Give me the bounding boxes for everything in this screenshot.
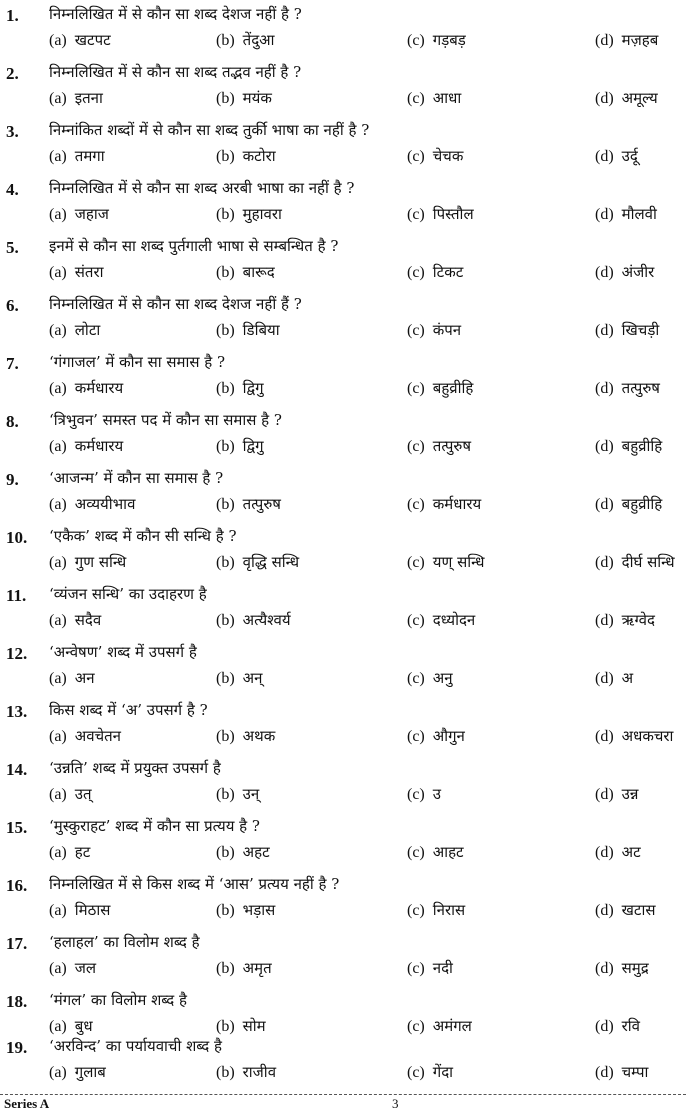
option-text: गुण सन्धि: [74, 553, 127, 571]
question-number: 3.: [6, 122, 19, 141]
footer-divider: [0, 1094, 686, 1095]
option-label: (b): [216, 496, 235, 513]
question-number: 11.: [6, 586, 27, 605]
option-text: खटपट: [74, 31, 111, 49]
option-label: (a): [49, 90, 67, 107]
option-text: बहुव्रीहि: [621, 437, 663, 455]
option-text: दध्योदन: [432, 611, 476, 629]
option-text: संतरा: [74, 263, 104, 281]
option-a: [49, 668, 95, 688]
option-text: कंपन: [432, 321, 462, 339]
question-text: ‘उन्नति’ शब्द में प्रयुक्त उपसर्ग है: [49, 759, 221, 777]
option-a: [49, 1016, 93, 1036]
option-text: आधा: [432, 89, 462, 107]
option-text: तेंदुआ: [242, 31, 275, 49]
question-number: 8.: [6, 412, 19, 431]
option-label: (d): [595, 612, 614, 629]
option-text: जहाज: [74, 205, 109, 223]
option-text: गुलाब: [74, 1063, 106, 1081]
question-number: 4.: [6, 180, 19, 199]
option-b: [216, 958, 272, 978]
question-item: [0, 872, 686, 930]
option-b: [216, 842, 270, 862]
option-label: (c): [407, 960, 425, 977]
question-number: 2.: [6, 64, 19, 83]
option-text: वृद्धि सन्धि: [242, 553, 300, 571]
question-text: इनमें से कौन सा शब्द पुर्तगाली भाषा से सम्बन्धित है ?: [49, 237, 339, 255]
option-a: [49, 204, 109, 224]
question-text: ‘त्रिभुवन’ समस्त पद में कौन सा समास है ?: [49, 411, 282, 429]
option-label: (c): [407, 786, 425, 803]
option-label: (c): [407, 554, 425, 571]
option-text: भड़ास: [242, 901, 276, 919]
option-label: (a): [49, 902, 67, 919]
option-text: अत्यैश्वर्य: [242, 611, 291, 629]
option-text: दीर्घ सन्धि: [621, 553, 675, 571]
option-a: [49, 262, 103, 282]
option-label: (a): [49, 960, 67, 977]
option-label: (c): [407, 670, 425, 687]
option-label: (b): [216, 90, 235, 107]
option-a: [49, 1062, 106, 1082]
option-b: [216, 436, 264, 456]
option-text: चेचक: [432, 147, 464, 165]
question-text: ‘मुस्कुराहट’ शब्द में कौन सा प्रत्यय है ?: [49, 817, 260, 835]
option-label: (d): [595, 728, 614, 745]
option-text: बहुव्रीहि: [432, 379, 474, 397]
option-label: (c): [407, 844, 425, 861]
option-b: [216, 494, 281, 514]
option-label: (b): [216, 670, 235, 687]
option-c: [407, 726, 465, 746]
question-text: ‘एकैक’ शब्द में कौन सी सन्धि है ?: [49, 527, 237, 545]
option-text: तमगा: [74, 147, 105, 165]
option-b: [216, 204, 282, 224]
option-text: मुहावरा: [242, 205, 282, 223]
series-label: Series A: [4, 1096, 50, 1111]
option-a: [49, 842, 90, 862]
option-label: (c): [407, 148, 425, 165]
option-b: [216, 88, 272, 108]
option-d: [595, 842, 641, 862]
option-text: ऋग्वेद: [621, 611, 655, 629]
question-text: ‘हलाहल’ का विलोम शब्द है: [49, 933, 200, 951]
option-text: अव्ययीभाव: [74, 495, 136, 513]
option-label: (b): [216, 1064, 235, 1081]
question-item: [0, 466, 686, 524]
question-number: 18.: [6, 992, 28, 1011]
option-a: [49, 30, 111, 50]
option-label: (a): [49, 32, 67, 49]
option-label: (d): [595, 844, 614, 861]
question-item: [0, 756, 686, 814]
option-text: औगुन: [432, 727, 465, 745]
option-d: [595, 378, 660, 398]
option-c: [407, 900, 465, 920]
option-text: अहट: [242, 843, 270, 861]
option-text: सदैव: [74, 611, 102, 629]
option-d: [595, 494, 662, 514]
question-item: [0, 292, 686, 350]
option-b: [216, 726, 275, 746]
question-number: 19.: [6, 1038, 28, 1057]
option-c: [407, 494, 481, 514]
option-label: (c): [407, 264, 425, 281]
option-label: (b): [216, 844, 235, 861]
page-number: 3: [392, 1096, 399, 1111]
option-text: अधकचरा: [621, 727, 674, 745]
question-text: किस शब्द में ‘अ’ उपसर्ग है ?: [49, 701, 208, 719]
option-text: मिठास: [74, 901, 111, 919]
option-b: [216, 320, 280, 340]
option-d: [595, 436, 662, 456]
option-b: [216, 552, 299, 572]
question-item: [0, 234, 686, 292]
question-number: 12.: [6, 644, 28, 663]
option-text: अन: [74, 669, 95, 687]
option-c: [407, 88, 461, 108]
option-text: द्विगु: [242, 437, 264, 455]
question-item: [0, 176, 686, 234]
option-text: तत्पुरुष: [621, 379, 660, 397]
question-item: [0, 814, 686, 872]
option-c: [407, 958, 453, 978]
option-text: मौलवी: [621, 205, 657, 223]
option-c: [407, 784, 441, 804]
option-text: अंजीर: [621, 263, 655, 281]
option-label: (d): [595, 902, 614, 919]
option-label: (a): [49, 786, 67, 803]
option-c: [407, 320, 461, 340]
option-label: (d): [595, 148, 614, 165]
option-label: (a): [49, 1064, 67, 1081]
option-b: [216, 784, 259, 804]
option-text: इतना: [74, 89, 103, 107]
option-text: बारूद: [242, 263, 275, 281]
option-d: [595, 784, 638, 804]
option-d: [595, 204, 657, 224]
question-number: 10.: [6, 528, 28, 547]
option-text: गड़बड़: [432, 31, 466, 49]
option-label: (b): [216, 322, 235, 339]
option-text: आहट: [432, 843, 464, 861]
option-label: (a): [49, 264, 67, 281]
option-text: मज़हब: [621, 31, 659, 49]
option-d: [595, 88, 658, 108]
option-b: [216, 610, 291, 630]
option-b: [216, 1062, 276, 1082]
option-text: द्विगु: [242, 379, 264, 397]
option-label: (d): [595, 670, 614, 687]
question-text: निम्नलिखित में से कौन सा शब्द देशज नहीं हैं ?: [49, 295, 302, 313]
question-text: निम्नलिखित में से कौन सा शब्द देशज नहीं है ?: [49, 5, 302, 23]
option-text: उत्: [74, 785, 92, 803]
option-text: मयंक: [242, 89, 272, 107]
option-label: (b): [216, 264, 235, 281]
question-item: [0, 408, 686, 466]
option-d: [595, 552, 675, 572]
question-text: निम्नांकित शब्दों में से कौन सा शब्द तुर्की भाषा का नहीं है ?: [49, 121, 370, 139]
option-a: [49, 146, 105, 166]
option-b: [216, 262, 275, 282]
option-label: (b): [216, 1018, 235, 1035]
option-d: [595, 610, 655, 630]
question-number: 15.: [6, 818, 28, 837]
option-label: (c): [407, 438, 425, 455]
question-item: [0, 582, 686, 640]
option-label: (c): [407, 728, 425, 745]
option-label: (b): [216, 32, 235, 49]
option-text: अमंगल: [432, 1017, 472, 1035]
option-label: (a): [49, 322, 67, 339]
option-label: (d): [595, 32, 614, 49]
option-a: [49, 900, 110, 920]
option-c: [407, 146, 463, 166]
question-text: निम्नलिखित में से किस शब्द में ‘आस’ प्रत्यय नहीं है ?: [49, 875, 340, 893]
question-text: ‘आजन्म’ में कौन सा समास है ?: [49, 469, 224, 487]
question-item: [0, 2, 686, 60]
option-b: [216, 30, 275, 50]
option-text: अमृत: [242, 959, 272, 977]
question-text: ‘गंगाजल’ में कौन सा समास है ?: [49, 353, 226, 371]
option-label: (a): [49, 728, 67, 745]
option-label: (b): [216, 612, 235, 629]
option-text: उ: [432, 785, 441, 803]
question-text: ‘अरविन्द’ का पर्यायवाची शब्द है: [49, 1037, 222, 1055]
option-label: (d): [595, 786, 614, 803]
option-label: (b): [216, 148, 235, 165]
question-number: 7.: [6, 354, 19, 373]
option-text: गेंदा: [432, 1063, 454, 1081]
option-label: (c): [407, 90, 425, 107]
option-text: अवचेतन: [74, 727, 121, 745]
option-label: (c): [407, 496, 425, 513]
option-d: [595, 726, 673, 746]
option-text: तत्पुरुष: [242, 495, 281, 513]
option-label: (d): [595, 380, 614, 397]
option-text: निरास: [432, 901, 466, 919]
option-d: [595, 900, 656, 920]
option-label: (d): [595, 322, 614, 339]
option-label: (b): [216, 786, 235, 803]
option-a: [49, 610, 101, 630]
option-a: [49, 320, 100, 340]
question-item: [0, 60, 686, 118]
option-text: उन्: [242, 785, 260, 803]
option-label: (b): [216, 438, 235, 455]
question-number: 9.: [6, 470, 19, 489]
option-a: [49, 494, 135, 514]
option-b: [216, 378, 264, 398]
option-d: [595, 30, 658, 50]
option-text: अट: [621, 843, 641, 861]
option-d: [595, 262, 654, 282]
question-item: [0, 698, 686, 756]
option-label: (b): [216, 554, 235, 571]
option-a: [49, 88, 103, 108]
option-label: (a): [49, 496, 67, 513]
option-c: [407, 552, 484, 572]
question-item: [0, 930, 686, 988]
option-b: [216, 146, 276, 166]
option-label: (c): [407, 322, 425, 339]
option-d: [595, 146, 638, 166]
option-c: [407, 668, 453, 688]
option-d: [595, 1062, 648, 1082]
option-c: [407, 610, 475, 630]
question-number: 13.: [6, 702, 28, 721]
option-label: (c): [407, 902, 425, 919]
option-label: (b): [216, 206, 235, 223]
option-label: (c): [407, 206, 425, 223]
option-text: यण् सन्धि: [432, 553, 485, 571]
option-text: लोटा: [74, 321, 101, 339]
option-c: [407, 436, 471, 456]
option-label: (b): [216, 960, 235, 977]
option-c: [407, 262, 463, 282]
option-text: कर्मधारय: [74, 379, 124, 397]
option-c: [407, 378, 473, 398]
question-text: ‘व्यंजन सन्धि’ का उदाहरण है: [49, 585, 207, 603]
option-text: अमूल्य: [621, 89, 658, 107]
option-label: (d): [595, 90, 614, 107]
option-text: खटास: [621, 901, 656, 919]
option-a: [49, 378, 123, 398]
option-a: [49, 958, 96, 978]
option-a: [49, 726, 121, 746]
option-text: अ: [621, 669, 634, 687]
option-label: (a): [49, 1018, 67, 1035]
option-a: [49, 784, 92, 804]
option-label: (a): [49, 148, 67, 165]
option-label: (a): [49, 612, 67, 629]
option-text: बुध: [74, 1017, 93, 1035]
question-number: 14.: [6, 760, 28, 779]
option-label: (c): [407, 612, 425, 629]
option-label: (b): [216, 902, 235, 919]
option-label: (c): [407, 1018, 425, 1035]
option-label: (a): [49, 554, 67, 571]
option-label: (d): [595, 206, 614, 223]
option-label: (a): [49, 206, 67, 223]
question-item: [0, 640, 686, 698]
option-text: चम्पा: [621, 1063, 649, 1081]
option-label: (a): [49, 380, 67, 397]
option-text: सोम: [242, 1017, 266, 1035]
option-text: पिस्तौल: [432, 205, 474, 223]
option-label: (d): [595, 496, 614, 513]
option-label: (c): [407, 380, 425, 397]
option-text: खिचड़ी: [621, 321, 660, 339]
option-a: [49, 436, 123, 456]
option-label: (b): [216, 380, 235, 397]
option-label: (d): [595, 1064, 614, 1081]
question-number: 6.: [6, 296, 19, 315]
option-text: अनु: [432, 669, 453, 687]
option-d: [595, 958, 649, 978]
option-text: समुद्र: [621, 959, 649, 977]
option-text: डिबिया: [242, 321, 280, 339]
question-item: [0, 118, 686, 176]
option-d: [595, 1016, 640, 1036]
question-number: 1.: [6, 6, 19, 25]
question-number: 5.: [6, 238, 19, 257]
option-text: हट: [74, 843, 91, 861]
option-a: [49, 552, 126, 572]
option-text: नदी: [432, 959, 453, 977]
option-c: [407, 842, 464, 862]
question-item: [0, 1034, 686, 1092]
question-text: निम्नलिखित में से कौन सा शब्द अरबी भाषा का नहीं है ?: [49, 179, 355, 197]
question-item: [0, 524, 686, 582]
option-label: (c): [407, 1064, 425, 1081]
option-text: कटोरा: [242, 147, 276, 165]
option-b: [216, 900, 275, 920]
option-label: (d): [595, 264, 614, 281]
option-text: रवि: [621, 1017, 641, 1035]
option-d: [595, 668, 633, 688]
option-text: जल: [74, 959, 97, 977]
option-b: [216, 1016, 266, 1036]
option-d: [595, 320, 659, 340]
option-c: [407, 1016, 472, 1036]
option-label: (c): [407, 32, 425, 49]
option-text: तत्पुरुष: [432, 437, 472, 455]
option-label: (b): [216, 728, 235, 745]
question-item: [0, 350, 686, 408]
option-c: [407, 1062, 453, 1082]
question-text: ‘अन्वेषण’ शब्द में उपसर्ग है: [49, 643, 197, 661]
option-c: [407, 30, 466, 50]
question-number: 16.: [6, 876, 28, 895]
option-label: (a): [49, 844, 67, 861]
question-text: निम्नलिखित में से कौन सा शब्द तद्भव नहीं है ?: [49, 63, 302, 81]
option-label: (d): [595, 554, 614, 571]
option-label: (a): [49, 438, 67, 455]
option-text: बहुव्रीहि: [621, 495, 663, 513]
option-text: अथक: [242, 727, 276, 745]
option-text: कर्मधारय: [74, 437, 124, 455]
option-text: उन्न: [621, 785, 639, 803]
option-label: (d): [595, 960, 614, 977]
question-text: ‘मंगल’ का विलोम शब्द है: [49, 991, 187, 1009]
option-b: [216, 668, 262, 688]
option-c: [407, 204, 474, 224]
option-text: टिकट: [432, 263, 464, 281]
option-text: राजीव: [242, 1063, 277, 1081]
option-label: (d): [595, 438, 614, 455]
option-text: अन्: [242, 669, 263, 687]
option-text: उर्दू: [621, 147, 638, 165]
option-label: (d): [595, 1018, 614, 1035]
question-number: 17.: [6, 934, 28, 953]
option-text: कर्मधारय: [432, 495, 482, 513]
option-label: (a): [49, 670, 67, 687]
